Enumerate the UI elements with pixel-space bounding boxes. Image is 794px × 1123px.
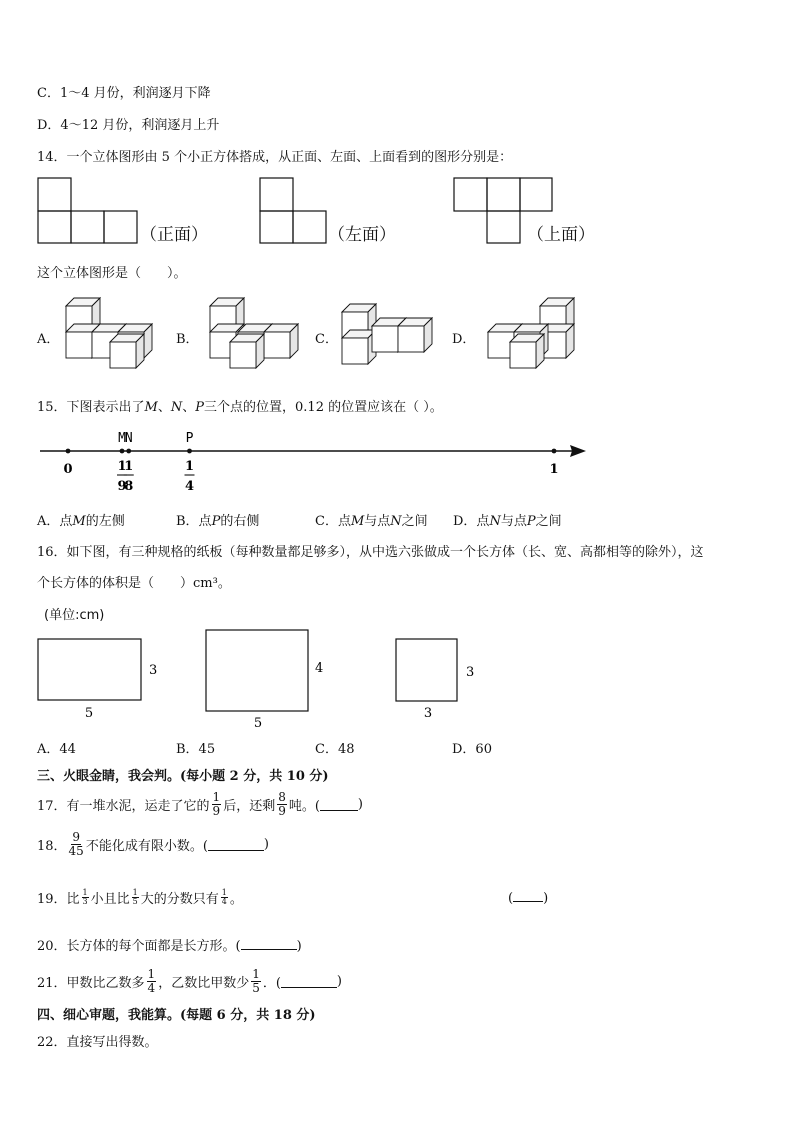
q15-opt-c-mid: 与点 [364,514,391,529]
q17-mid: 后，还剩 [223,798,276,814]
q15-opt-b-post: 的右侧 [220,514,260,529]
frac-n-num: 1 [124,459,134,474]
q19-frac3-den: 4 [221,896,227,906]
q21-frac2-den: 5 [252,980,260,995]
q19 [37,884,243,910]
q15-opt-d-var2: P [526,514,536,529]
q16-option-a: A．44 [37,742,76,757]
q17-frac2 [277,791,287,817]
q18-frac [69,831,84,857]
figure-b [210,298,298,368]
q15-opt-c-var2: N [390,514,402,529]
label-p: P [185,431,194,446]
figure-a [66,298,152,368]
front-view-grid [38,178,137,243]
q21-frac2-num: 1 [252,966,260,981]
q19-pre: 19．比 [37,891,80,907]
q18-post: 不能化成有限小数。( [85,838,208,854]
q15-var-m: M [144,400,158,415]
label-one: 1 [549,462,559,477]
q19-mid1: 小且比 [90,891,130,907]
q13-option-d: D．4～12 月份，利润逐月上升 [37,118,220,133]
q15-option-a [37,510,125,529]
q16-option-b: B．45 [176,742,216,757]
q22: 22．直接写出得数。 [37,1035,158,1050]
frac-p-den: 4 [184,479,195,494]
board1-height: 3 [149,663,158,678]
q15-opt-a-var: M [72,514,86,529]
board-3x3 [396,639,457,701]
q19-answer [508,889,548,906]
q17-pre: 17．有一堆水泥，运走了它的 [37,798,210,814]
board-5x4 [206,630,308,711]
q16-stem-line1: 16．如下图，有三种规格的纸板（每种数量都足够多），从中选六张做成一个长方体（长、宽、高都相等的除外），这 [37,545,704,560]
q19-post: 。 [229,891,243,907]
q14-stem: 14．一个立体图形由 5 个小正方体搭成，从正面、左面、上面看到的图形分别是： [37,150,513,165]
frac-n-den: 8 [124,479,134,494]
q15-option-b [176,510,259,529]
q14-option-d-label: D． [452,332,476,347]
q15-var-n: N [170,400,183,415]
point-m [120,449,125,454]
board3-width: 3 [423,706,433,721]
q20-text: 20．长方体的每个面都是长方形。( [37,939,241,954]
q15-stem [37,396,443,415]
q16-option-c: C．48 [315,742,355,757]
q15-sep1: 、 [157,400,171,415]
left-view-grid [260,178,326,243]
q21-frac1-den: 4 [147,980,156,995]
q19-frac1-den: 3 [82,896,88,906]
q16-unit: (单位:cm) [44,608,105,623]
q15-opt-d-pre: D．点 [453,514,490,529]
q14-view-top-label: （上面） [527,225,595,245]
q19-paren-open: ( [508,891,514,906]
q14-cube-figures [60,290,580,374]
q16-option-d: D．60 [452,742,492,757]
q21-close: ) [336,973,342,989]
q15-opt-d-var1: N [489,514,501,529]
q14-view-front-label: （正面） [140,225,208,245]
q21-frac2 [251,968,261,994]
q17-frac1-den: 9 [212,803,221,818]
label-m: M [118,431,126,446]
q15-option-d [453,510,562,529]
q17-post: 吨。( [288,798,320,814]
q18-frac-den: 45 [68,843,84,858]
q17 [37,787,363,821]
point-n [126,449,131,454]
q17-frac1 [212,791,222,817]
q20-close: ) [296,939,302,954]
q14-option-a-label: A． [37,332,60,347]
q20 [37,935,302,954]
q19-frac2-num: 1 [132,887,138,897]
q16-stem-line2: 个长方体的体积是（ ）cm³。 [37,576,231,591]
q21-frac1 [147,968,157,994]
q21 [37,962,342,1000]
q15-opt-d-mid: 与点 [500,514,527,529]
q14-option-c-label: C． [315,332,338,347]
frac-m-den: 9 [117,479,127,494]
q19-frac1 [82,889,89,906]
q21-post: ．( [262,975,281,991]
q21-frac1-num: 1 [147,966,156,981]
q15-sep2: 、 [182,400,196,415]
q19-mid2: 大的分数只有 [140,891,219,907]
q20-answer-blank[interactable] [241,937,297,950]
point-zero [66,449,71,454]
q18-answer-blank[interactable] [208,838,264,851]
q17-frac1-num: 1 [212,789,221,804]
q17-answer-blank[interactable] [320,798,358,811]
q15-stem-a: 15．下图表示出了 [37,400,145,415]
q18-close: ) [263,836,269,852]
label-zero: 0 [63,462,73,477]
board3-height: 3 [466,665,475,680]
q15-opt-a-pre: A．点 [37,514,73,529]
q16-cardboards [36,626,496,734]
q21-pre: 21．甲数比乙数多 [37,975,145,991]
q15-opt-c-pre: C．点 [315,514,351,529]
q15-opt-b-var: P [211,514,221,529]
q17-frac2-den: 9 [278,803,286,818]
q21-mid: ，乙数比甲数少 [158,975,250,991]
board2-height: 4 [315,661,324,676]
point-one [552,449,557,454]
q19-frac2 [132,889,139,906]
label-n: N [124,431,133,446]
q15-opt-b-pre: B．点 [176,514,212,529]
q14-option-b-label: B． [176,332,199,347]
q15-var-p: P [195,400,205,415]
q17-frac2-num: 8 [278,789,286,804]
section-3-heading: 三、火眼金睛，我会判。(每小题 2 分，共 10 分) [37,769,329,784]
q19-paren-close: ) [543,891,549,906]
number-line-arrow [570,445,586,457]
q19-frac3-num: 1 [221,887,227,897]
frac-p-num: 1 [184,459,195,474]
figure-c [342,304,432,364]
q15-opt-c-post: 之间 [401,514,428,529]
q15-opt-a-post: 的左侧 [85,514,125,529]
figure-d [488,298,574,368]
board1-width: 5 [84,706,94,721]
q14-view-left-label: （左面） [328,225,396,245]
q15-opt-d-post: 之间 [535,514,562,529]
q15-option-c [315,510,428,529]
section-4-heading: 四、细心审题，我能算。(每题 6 分，共 18 分) [37,1008,316,1023]
q18-frac-num: 9 [72,829,80,844]
q19-frac2-den: 5 [132,896,138,906]
board2-width: 5 [253,716,263,731]
q19-answer-blank[interactable] [513,889,543,902]
q18 [37,826,269,862]
q15-stem-b: 三个点的位置，0.12 的位置应该在（ ）。 [204,400,443,415]
q18-pre: 18． [37,838,67,854]
point-p [187,449,192,454]
q14-question: 这个立体图形是（ ）。 [37,266,187,281]
q15-number-line [36,424,596,500]
board-5x3 [38,639,141,700]
frac-m-num: 1 [117,459,127,474]
q19-frac3 [221,889,228,906]
q15-opt-c-var1: M [350,514,365,529]
q13-option-c: C．1～4 月份，利润逐月下降 [37,86,211,101]
q21-answer-blank[interactable] [281,975,337,988]
q19-frac1-num: 1 [82,887,88,897]
q17-close: ) [357,796,363,812]
